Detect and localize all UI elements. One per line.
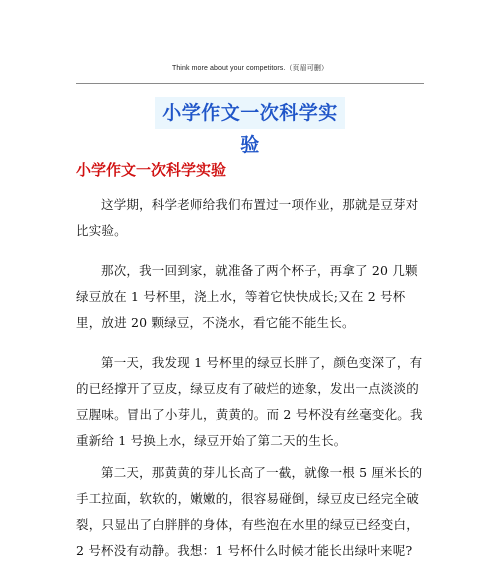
body-paragraph: 第一天，我发现 1 号杯里的绿豆长胖了，颜色变深了，有的已经撑开了豆皮，绿豆皮有了破烂的迹象，发出一点淡淡的豆腥味。冒出了小芽儿，黄黄的。而 2 号杯没有丝毫变化。我重新给 1 号换上水，绿豆开始了第二天的生长。 bbox=[76, 355, 423, 448]
header-divider bbox=[76, 83, 424, 84]
document-title: 小学作文一次科学实验 bbox=[155, 97, 345, 129]
body-paragraph: 那次，我一回到家，就准备了两个杯子，再拿了 20 几颗绿豆放在 1 号杯里，浇上水，等着它快快成长;又在 2 号杯里，放进 20 颗绿豆，不浇水，看它能不能生长。 bbox=[76, 263, 418, 330]
section-heading: 小学作文一次科学实验 bbox=[76, 161, 227, 179]
body-paragraph: 第二天，那黄黄的芽儿长高了一截，就像一根 5 厘米长的手工拉面，软软的，嫩嫩的，很容易碰倒，绿豆皮已经完全破裂，只显出了白胖胖的身体，有些泡在水里的绿豆已经变白，2 号杯没有动静。我想：1 号杯什么时候才能长出绿叶来呢? bbox=[76, 465, 423, 558]
body-paragraph: 这学期，科学老师给我们布置过一项作业，那就是豆芽对比实验。 bbox=[76, 197, 419, 238]
page-header-note: Think more about your competitors.（页眉可删） bbox=[171, 65, 329, 72]
